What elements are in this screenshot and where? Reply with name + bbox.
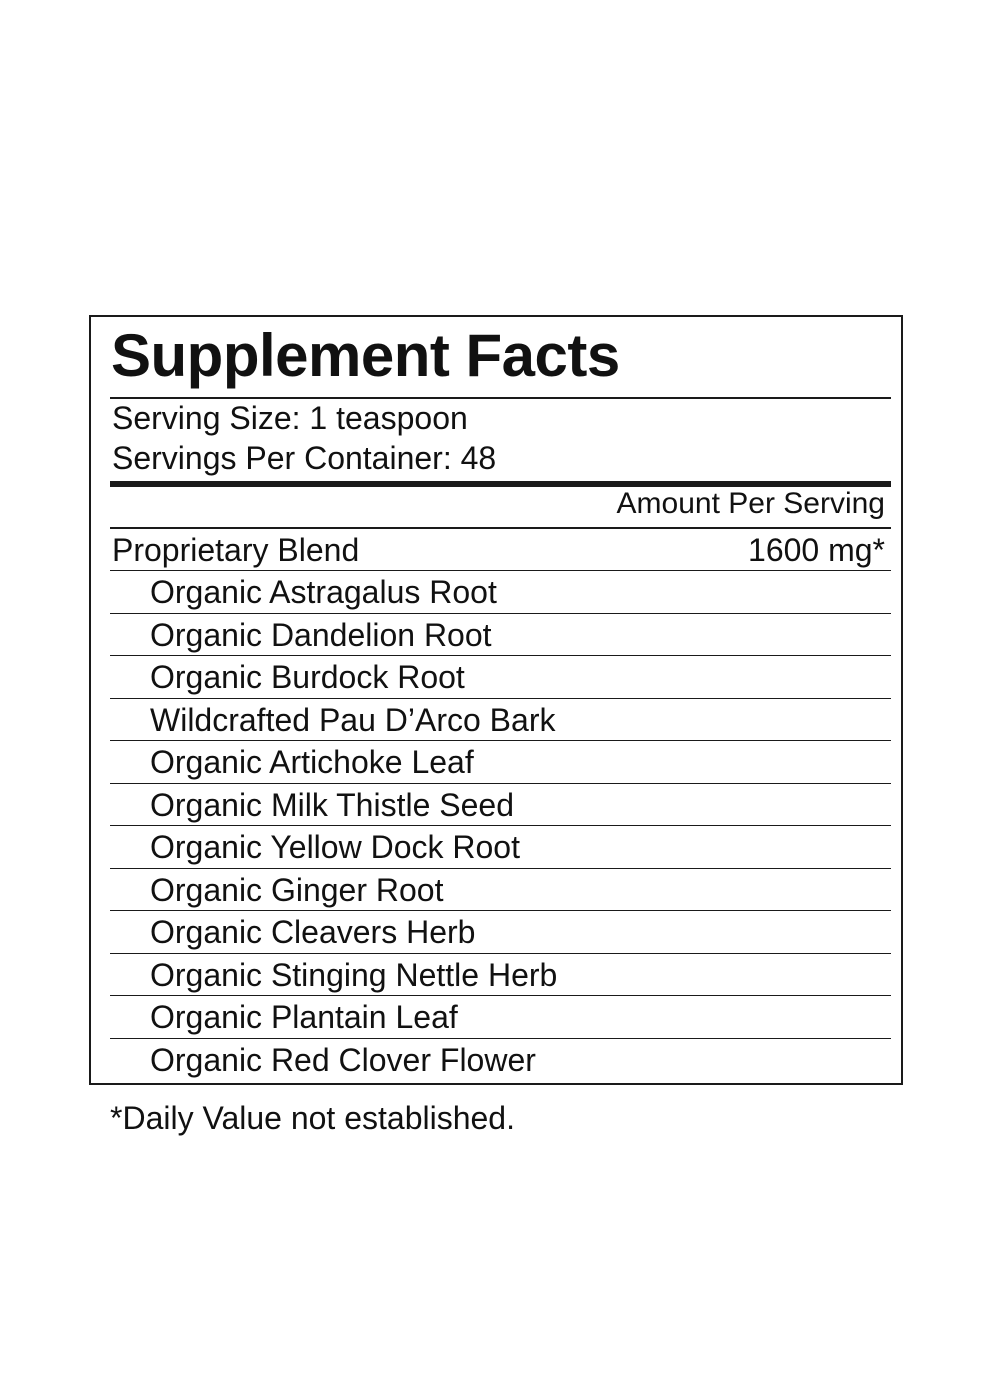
proprietary-blend-label: Proprietary Blend xyxy=(112,532,360,568)
proprietary-blend-amount: 1600 mg* xyxy=(748,532,885,568)
ingredient-row: Organic Yellow Dock Root xyxy=(110,825,891,868)
ingredient-row: Organic Burdock Root xyxy=(110,655,891,698)
ingredient-row: Organic Plantain Leaf xyxy=(110,995,891,1038)
ingredient-row: Organic Astragalus Root xyxy=(110,570,891,613)
amount-per-serving-header: Amount Per Serving xyxy=(616,487,885,520)
ingredient-list xyxy=(110,570,891,1080)
panel-title: Supplement Facts xyxy=(111,322,620,389)
divider-thin xyxy=(110,527,891,529)
serving-size: Serving Size: 1 teaspoon xyxy=(112,400,468,436)
servings-per-container: Servings Per Container: 48 xyxy=(112,440,497,476)
supplement-facts-panel xyxy=(89,315,903,1085)
daily-value-footnote: *Daily Value not established. xyxy=(110,1100,515,1136)
ingredient-row: Organic Cleavers Herb xyxy=(110,910,891,953)
ingredient-row: Organic Red Clover Flower xyxy=(110,1038,891,1081)
ingredient-row: Organic Ginger Root xyxy=(110,868,891,911)
ingredient-row: Organic Dandelion Root xyxy=(110,613,891,656)
ingredient-row: Wildcrafted Pau D’Arco Bark xyxy=(110,698,891,741)
ingredient-row: Organic Artichoke Leaf xyxy=(110,740,891,783)
ingredient-row: Organic Milk Thistle Seed xyxy=(110,783,891,826)
ingredient-row: Organic Stinging Nettle Herb xyxy=(110,953,891,996)
